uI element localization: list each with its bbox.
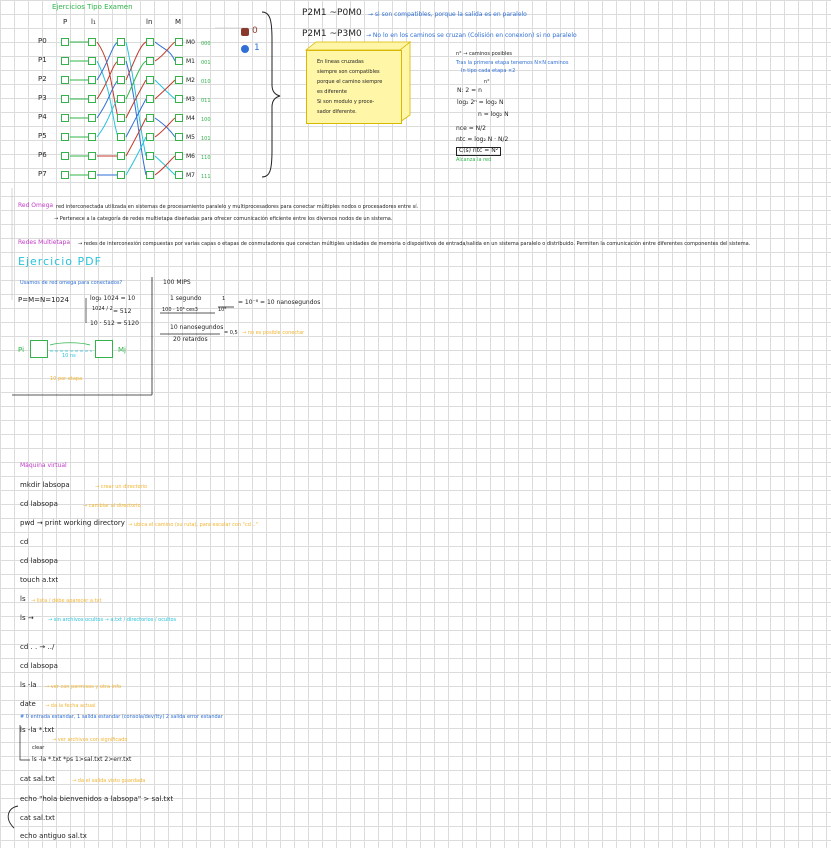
pdf-result2: = 0,5 — [224, 330, 238, 336]
switch-stage2-1 — [117, 57, 125, 65]
terminal-cmd-7: ls → — [20, 614, 34, 622]
switch-stage1-7 — [88, 171, 96, 179]
m-label-1: M1 — [186, 58, 195, 65]
terminal-note-7: → sin archivos ocultos → a.txt / directorios / ocultos — [48, 617, 177, 623]
pdf-arrow-label: 10 ns — [62, 353, 76, 359]
note-line1-text: → si son compatibles, porque la salida es en paralelo — [368, 11, 527, 18]
switch-stage3-3 — [146, 95, 154, 103]
memory-node-6 — [175, 152, 183, 160]
m-code-7: 111 — [201, 174, 211, 180]
right-note-5: log₂ 2ⁿ = log₂ N — [457, 99, 504, 106]
terminal-note-10: → ver con permisos y otra info — [45, 684, 122, 690]
switch-stage1-0 — [88, 38, 96, 46]
pdf-processor-box — [30, 340, 48, 358]
yellow-note-line-4: Si son modulo y proce- — [317, 99, 375, 105]
memory-node-5 — [175, 133, 183, 141]
terminal-note-2: → ubica el camino (su ruta), para escalar con "cd .." — [128, 522, 258, 528]
p-label-3: P3 — [38, 94, 47, 102]
p-label-2: P2 — [38, 75, 47, 83]
m-label-7: M7 — [186, 172, 195, 179]
memory-node-7 — [175, 171, 183, 179]
right-note-10: Alcanza la red — [456, 157, 492, 163]
terminal-cmd-18: cat sal.txt — [20, 814, 55, 822]
p-label-6: P6 — [38, 151, 47, 159]
pdf-frac3-bottom: 20 retardos — [173, 336, 208, 343]
pdf-frac3-top: 10 nanosegundos — [170, 324, 224, 331]
yellow-note-line-0: En lineas cruzadas — [317, 59, 364, 65]
m-code-1: 001 — [201, 60, 211, 66]
multietapa-text: → redes de interconexión compuestas por varias capas o etapas de conmutadores que conectan múltiples unidades de memoria o dispositivos de entrada/salida en un sistema paralelo o distribuido. Permiten la comunicación entre diferentes componentes del sistema. — [78, 241, 751, 247]
switch-stage2-0 — [117, 38, 125, 46]
exercise1-title: Ejercicios Tipo Examen — [52, 3, 133, 11]
omega-label: Red Omega — [18, 202, 54, 209]
terminal-cmd-12: # 0 entrada estandar, 1 salida estandar (consola/dev/tty) 2 salida error estandar — [20, 714, 223, 720]
terminal-cmd-10: ls -la — [20, 681, 37, 689]
pdf-p-label: Pi — [18, 346, 25, 354]
terminal-note-0: → crear un directorio — [95, 484, 148, 490]
note-line2-text: → No lo en los caminos se cruzan (Colisión en conexion) si no paralelo — [366, 32, 577, 39]
memory-node-2 — [175, 76, 183, 84]
p-label-7: P7 — [38, 170, 47, 178]
switch-stage1-3 — [88, 95, 96, 103]
pdf-frac2-bottom: 10⁸ — [218, 307, 227, 313]
processor-node-7 — [61, 171, 69, 179]
pdf-frac1-top: 1 segundo — [170, 295, 202, 302]
switch-stage3-5 — [146, 133, 154, 141]
right-note-4: N: 2 = n — [457, 87, 482, 94]
terminal-title: Máquina virtual — [20, 462, 67, 469]
m-label-5: M5 — [186, 134, 195, 141]
terminal-note-16: → da el salida visto guardada — [72, 778, 146, 784]
pdf-frac1-bottom: 100 · 10⁶ ces3 — [162, 307, 198, 313]
m-code-0: 000 — [201, 41, 211, 47]
pdf-frac2-top: 1 — [222, 296, 226, 302]
terminal-cmd-2: pwd → print working directory — [20, 519, 125, 527]
m-label-2: M2 — [186, 77, 195, 84]
pdf-result1: = 10⁻⁸ = 10 nanosegundos — [238, 299, 321, 306]
terminal-cmd-0: mkdir labsopa — [20, 481, 70, 489]
switch-stage3-0 — [146, 38, 154, 46]
terminal-note-11: → da la fecha actual — [45, 703, 96, 709]
switch-stage2-3 — [117, 95, 125, 103]
legend-swatch-1 — [241, 45, 249, 53]
p-label-5: P5 — [38, 132, 47, 140]
m-code-4: 100 — [201, 117, 211, 123]
memory-node-3 — [175, 95, 183, 103]
col-p-label: P — [63, 18, 68, 26]
right-note-1: Tras la primera etapa tenemos N×N caminos — [456, 60, 569, 66]
switch-stage1-4 — [88, 114, 96, 122]
terminal-cmd-13: ls -la *.txt — [20, 726, 55, 734]
pdf-result2-note: → no es posible conectar — [242, 330, 305, 336]
memory-node-1 — [175, 57, 183, 65]
pdf-calc-1: P=M=N=1024 — [18, 296, 69, 304]
m-code-6: 110 — [201, 155, 211, 161]
terminal-note-6: → lista / debe aparecer a.txt — [31, 598, 102, 604]
exercise-pdf-title: Ejercicio PDF — [18, 255, 102, 268]
yellow-note-line-3: es diferente — [317, 89, 347, 95]
terminal-note-1: → cambiar al directorio — [83, 503, 141, 509]
processor-node-1 — [61, 57, 69, 65]
terminal-cmd-5: touch a.txt — [20, 576, 59, 584]
right-note-2: In tipo cada etapa ×2 — [461, 68, 516, 74]
pdf-per-stage: 10 por etapa — [50, 376, 83, 382]
memory-node-4 — [175, 114, 183, 122]
terminal-cmd-3: cd — [20, 538, 29, 546]
pdf-calc-4: = 512 — [113, 308, 132, 315]
processor-node-0 — [61, 38, 69, 46]
p-label-1: P1 — [38, 56, 47, 64]
col-m-label: M — [175, 18, 182, 26]
terminal-cmd-17: echo "hola bienvenidos a labsopa" > sal.txt — [20, 795, 174, 803]
yellow-note-line-5: sador diferente. — [317, 109, 357, 115]
yellow-note-line-2: porque el camino siempre — [317, 79, 383, 85]
omega-text: red interconectada utilizada en sistemas de procesamiento paralelo y multiprocesadores para conectar múltiples nodos o procesadores entre sí. — [56, 204, 419, 210]
pdf-calc-2: log₂ 1024 = 10 — [90, 295, 136, 302]
switch-stage1-6 — [88, 152, 96, 160]
pdf-mips: 100 MIPS — [163, 279, 191, 286]
yellow-note-line-1: siempre son compatibles — [317, 69, 380, 75]
omega-sub: → Pertenece a la categoría de redes multietapa diseñadas para ofrecer comunicación eficiente entre los diversos nodos de un sistema. — [54, 216, 393, 222]
terminal-cmd-9: cd labsopa — [20, 662, 58, 670]
right-note-3: n° — [484, 79, 490, 85]
switch-stage3-6 — [146, 152, 154, 160]
processor-node-6 — [61, 152, 69, 160]
right-note-9: C(s) ntc = N² — [456, 147, 501, 156]
switch-stage2-6 — [117, 152, 125, 160]
terminal-cmd-6: ls — [20, 595, 26, 603]
switch-stage1-1 — [88, 57, 96, 65]
terminal-note-13: → ver archivos con significado — [52, 737, 128, 743]
m-label-6: M6 — [186, 153, 195, 160]
terminal-cmd-8: cd . . → ../ — [20, 643, 55, 651]
terminal-cmd-19: echo antiguo sal.tx — [20, 832, 87, 840]
legend-label-0: 0 — [252, 26, 258, 36]
terminal-cmd-1: cd labsopa — [20, 500, 58, 508]
right-note-7: nce = N/2 — [456, 125, 486, 132]
multietapa-label: Redes Multietapa — [18, 239, 70, 246]
m-label-0: M0 — [186, 39, 195, 46]
terminal-cmd-14: clear — [32, 745, 45, 751]
note-line2-code: P2M1 ~P3M0 — [302, 29, 362, 39]
memory-node-0 — [175, 38, 183, 46]
right-note-0: n° → caminos posibles — [456, 51, 513, 57]
processor-node-3 — [61, 95, 69, 103]
terminal-cmd-15: ls -la *.txt *ps 1>sal.txt 2>err.txt — [32, 756, 132, 763]
switch-stage2-4 — [117, 114, 125, 122]
switch-stage3-4 — [146, 114, 154, 122]
m-code-5: 101 — [201, 136, 211, 142]
m-code-2: 010 — [201, 79, 211, 85]
switch-stage2-2 — [117, 76, 125, 84]
note-line1-code: P2M1 ~P0M0 — [302, 8, 362, 18]
processor-node-2 — [61, 76, 69, 84]
pdf-memory-box — [95, 340, 113, 358]
col-ln-label: ln — [146, 18, 153, 26]
pdf-m-label: Mj — [118, 346, 126, 354]
p-label-4: P4 — [38, 113, 47, 121]
terminal-cmd-16: cat sal.txt — [20, 775, 55, 783]
pdf-calc-5: 10 · 512 = 5120 — [90, 320, 139, 327]
switch-stage1-2 — [88, 76, 96, 84]
m-label-3: M3 — [186, 96, 195, 103]
m-code-3: 011 — [201, 98, 211, 104]
right-note-8: ntc = log₂ N · N/2 — [456, 136, 509, 143]
pdf-question: Usamos de red omega para conectados? — [20, 280, 123, 286]
switch-stage1-5 — [88, 133, 96, 141]
switch-stage2-7 — [117, 171, 125, 179]
pdf-calc-3: 1024 / 2 — [92, 306, 113, 312]
terminal-cmd-4: cd labsopa — [20, 557, 58, 565]
processor-node-5 — [61, 133, 69, 141]
m-label-4: M4 — [186, 115, 195, 122]
legend-label-1: 1 — [254, 43, 260, 53]
switch-stage3-7 — [146, 171, 154, 179]
processor-node-4 — [61, 114, 69, 122]
col-l1-label: l₁ — [91, 18, 96, 26]
switch-stage3-1 — [146, 57, 154, 65]
switch-stage3-2 — [146, 76, 154, 84]
switch-stage2-5 — [117, 133, 125, 141]
terminal-cmd-11: date — [20, 700, 36, 708]
p-label-0: P0 — [38, 37, 47, 45]
legend-swatch-0 — [241, 28, 249, 36]
right-note-6: n = log₂ N — [478, 111, 509, 118]
